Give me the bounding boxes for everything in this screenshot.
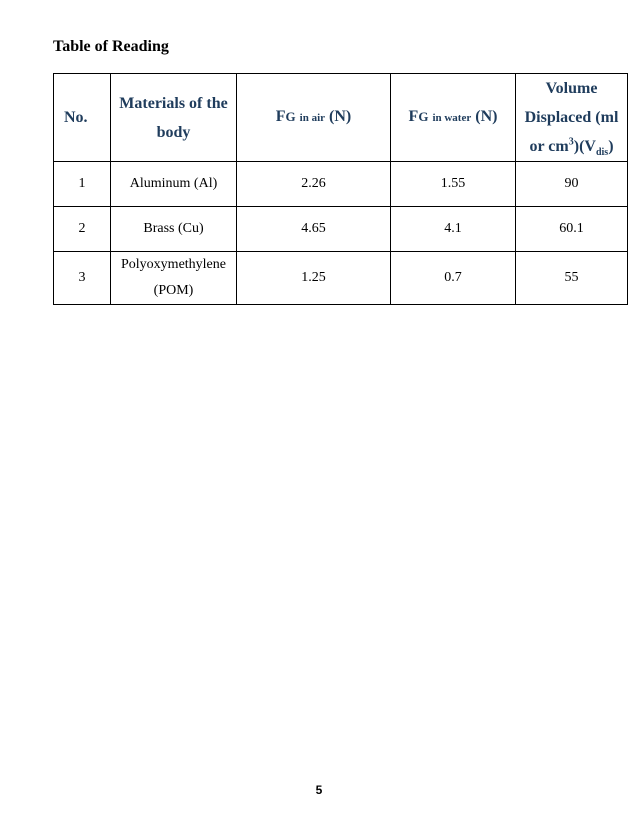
table-row xyxy=(54,207,628,252)
cell-no: 1 xyxy=(54,162,111,207)
header-fg-air: FG in air (N) xyxy=(237,74,391,162)
cell-no: 2 xyxy=(54,207,111,252)
table-header-row xyxy=(54,74,628,162)
cell-fg-water: 4.1 xyxy=(391,207,516,252)
cell-no: 3 xyxy=(54,252,111,305)
cell-material: Aluminum (Al) xyxy=(111,162,237,207)
cell-fg-water: 0.7 xyxy=(391,252,516,305)
cell-fg-air: 2.26 xyxy=(237,162,391,207)
header-no: No. xyxy=(54,74,111,162)
cell-volume: 90 xyxy=(516,162,628,207)
cell-volume: 60.1 xyxy=(516,207,628,252)
header-fg-water: FG in water (N) xyxy=(391,74,516,162)
header-volume: Volume Displaced (ml or $cm^3)(V_{dis})$ xyxy=(516,74,628,162)
header-materials: Materials of the body xyxy=(111,74,237,162)
table-row xyxy=(54,162,628,207)
cell-volume: 55 xyxy=(516,252,628,305)
cell-fg-air: 1.25 xyxy=(237,252,391,305)
page-number: 5 xyxy=(315,783,323,797)
cell-fg-air: 4.65 xyxy=(237,207,391,252)
cell-material: Brass (Cu) xyxy=(111,207,237,252)
section-heading: Table of Reading xyxy=(53,38,169,55)
table-row xyxy=(54,252,628,305)
reading-table xyxy=(53,73,628,305)
cell-fg-water: 1.55 xyxy=(391,162,516,207)
cell-material: Polyoxymethylene (POM) xyxy=(111,252,237,305)
